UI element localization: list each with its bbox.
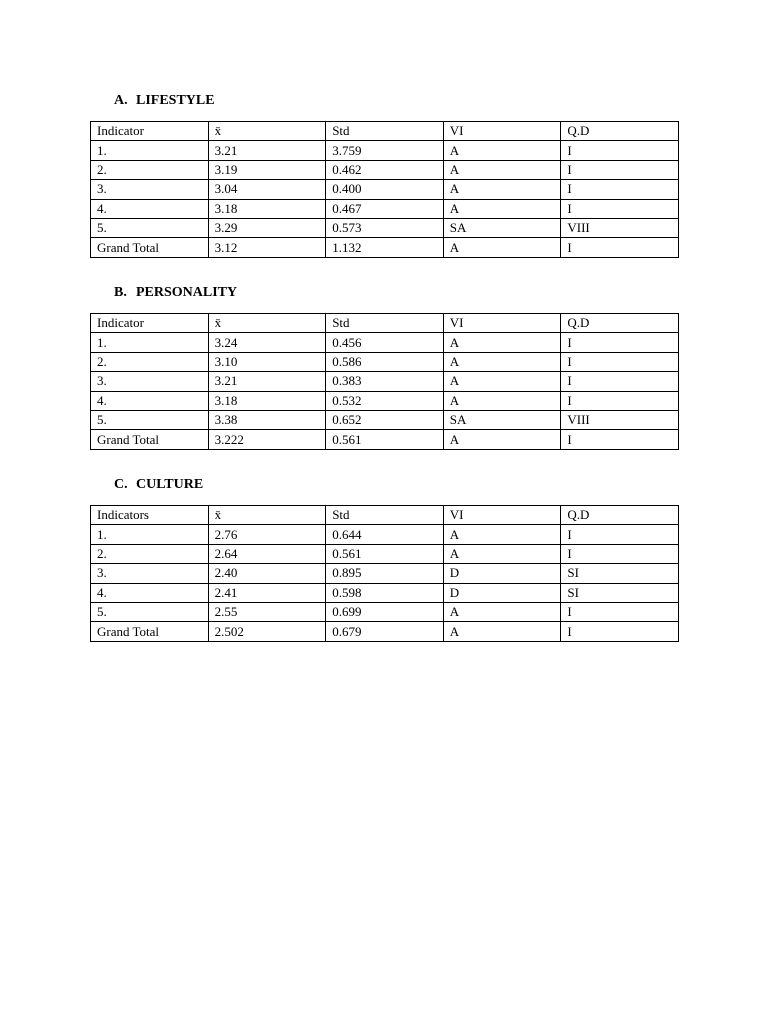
- table-row: [91, 583, 679, 602]
- table-cell: 3.10: [208, 352, 326, 371]
- table-cell: 3.24: [208, 333, 326, 352]
- table-cell: SI: [561, 564, 679, 583]
- section-title: [114, 93, 215, 109]
- table-cell: 3.19: [208, 160, 326, 179]
- table-cell: 1.132: [326, 238, 444, 257]
- table-cell: I: [561, 544, 679, 563]
- table-row: [91, 391, 679, 410]
- section-letter: B.: [114, 285, 127, 300]
- table-cell: 1.: [91, 525, 209, 544]
- table-row-grand-total: [91, 622, 679, 641]
- table-row: [91, 372, 679, 391]
- table-cell: SA: [443, 218, 561, 237]
- table-cell: 3.21: [208, 141, 326, 160]
- table-row: [91, 410, 679, 429]
- table-row: [91, 333, 679, 352]
- table-cell: 0.383: [326, 372, 444, 391]
- personality-table: [90, 313, 679, 450]
- header-cell: Q.D: [561, 314, 679, 333]
- table-cell: 3.: [91, 564, 209, 583]
- table-row: [91, 564, 679, 583]
- table-cell: 0.679: [326, 622, 444, 641]
- table-cell: 0.456: [326, 333, 444, 352]
- table-row: [91, 602, 679, 621]
- table-cell: 0.598: [326, 583, 444, 602]
- table-cell: 3.12: [208, 238, 326, 257]
- table-cell: I: [561, 141, 679, 160]
- table-cell: A: [443, 391, 561, 410]
- header-cell: Indicators: [91, 506, 209, 525]
- table-cell: 2.41: [208, 583, 326, 602]
- table-cell: 2.64: [208, 544, 326, 563]
- table-cell: 0.644: [326, 525, 444, 544]
- section-heading: CULTURE: [136, 477, 204, 492]
- table-cell: 3.: [91, 372, 209, 391]
- table-cell: 1.: [91, 141, 209, 160]
- table-cell: A: [443, 160, 561, 179]
- table-cell: 2.76: [208, 525, 326, 544]
- header-cell: Indicator: [91, 122, 209, 141]
- table-cell: 3.18: [208, 391, 326, 410]
- table-cell: 0.699: [326, 602, 444, 621]
- table-header-row: [91, 122, 679, 141]
- table-cell: 1.: [91, 333, 209, 352]
- table-cell: I: [561, 238, 679, 257]
- table-row: [91, 141, 679, 160]
- section-letter: C.: [114, 477, 128, 492]
- table-cell: 3.21: [208, 372, 326, 391]
- table-row: [91, 218, 679, 237]
- table-cell: 2.502: [208, 622, 326, 641]
- table-header-row: [91, 314, 679, 333]
- table-cell: 0.573: [326, 218, 444, 237]
- table-cell: 4.: [91, 199, 209, 218]
- table-cell: 3.38: [208, 410, 326, 429]
- table-cell: A: [443, 141, 561, 160]
- table-cell: A: [443, 544, 561, 563]
- header-cell: Q.D: [561, 122, 679, 141]
- table-cell: I: [561, 199, 679, 218]
- table-cell: I: [561, 372, 679, 391]
- table-cell: 3.18: [208, 199, 326, 218]
- table-cell: 2.55: [208, 602, 326, 621]
- table-cell: 0.400: [326, 180, 444, 199]
- header-cell: VI: [443, 314, 561, 333]
- table-row-grand-total: [91, 238, 679, 257]
- table-row: [91, 199, 679, 218]
- table-cell: 5.: [91, 602, 209, 621]
- table-cell: 5.: [91, 218, 209, 237]
- table-cell: A: [443, 430, 561, 449]
- table-cell: A: [443, 352, 561, 371]
- table-cell: D: [443, 564, 561, 583]
- table-cell: I: [561, 352, 679, 371]
- table-cell: A: [443, 333, 561, 352]
- header-cell: Std: [326, 506, 444, 525]
- table-cell: I: [561, 525, 679, 544]
- table-cell: 3.: [91, 180, 209, 199]
- table-cell: 3.29: [208, 218, 326, 237]
- table-row: [91, 544, 679, 563]
- table-cell: A: [443, 238, 561, 257]
- table-cell: 4.: [91, 391, 209, 410]
- table-cell: A: [443, 372, 561, 391]
- table-cell: 0.467: [326, 199, 444, 218]
- header-cell: VI: [443, 122, 561, 141]
- header-cell: x̄: [208, 122, 326, 141]
- table-cell: I: [561, 160, 679, 179]
- header-cell: Std: [326, 122, 444, 141]
- table-cell: A: [443, 622, 561, 641]
- table-cell: Grand Total: [91, 238, 209, 257]
- table-cell: 0.652: [326, 410, 444, 429]
- table-cell: VIII: [561, 218, 679, 237]
- culture-table: [90, 505, 679, 642]
- table-row: [91, 525, 679, 544]
- section-title: [114, 477, 203, 493]
- table-cell: 3.759: [326, 141, 444, 160]
- table-row: [91, 160, 679, 179]
- table-cell: SA: [443, 410, 561, 429]
- table-cell: 5.: [91, 410, 209, 429]
- table-cell: 0.532: [326, 391, 444, 410]
- table-row: [91, 352, 679, 371]
- table-cell: A: [443, 602, 561, 621]
- header-cell: Indicator: [91, 314, 209, 333]
- section-heading: LIFESTYLE: [136, 93, 215, 108]
- table-cell: I: [561, 602, 679, 621]
- table-cell: I: [561, 391, 679, 410]
- table-cell: Grand Total: [91, 430, 209, 449]
- table-header-row: [91, 506, 679, 525]
- table-cell: 3.222: [208, 430, 326, 449]
- table-cell: 2.: [91, 544, 209, 563]
- table-cell: I: [561, 430, 679, 449]
- table-cell: 2.: [91, 160, 209, 179]
- table-cell: SI: [561, 583, 679, 602]
- table-cell: 0.561: [326, 430, 444, 449]
- table-cell: 2.: [91, 352, 209, 371]
- table-cell: A: [443, 180, 561, 199]
- table-cell: I: [561, 622, 679, 641]
- table-cell: I: [561, 180, 679, 199]
- table-cell: A: [443, 199, 561, 218]
- table-cell: A: [443, 525, 561, 544]
- header-cell: x̄: [208, 506, 326, 525]
- table-cell: 4.: [91, 583, 209, 602]
- table-cell: 0.586: [326, 352, 444, 371]
- table-cell: 3.04: [208, 180, 326, 199]
- table-cell: 0.462: [326, 160, 444, 179]
- header-cell: Q.D: [561, 506, 679, 525]
- section-heading: PERSONALITY: [136, 285, 238, 300]
- table-cell: 0.561: [326, 544, 444, 563]
- section-title: [114, 285, 237, 301]
- header-cell: Std: [326, 314, 444, 333]
- table-cell: Grand Total: [91, 622, 209, 641]
- table-row-grand-total: [91, 430, 679, 449]
- table-cell: VIII: [561, 410, 679, 429]
- table-cell: 2.40: [208, 564, 326, 583]
- table-cell: 0.895: [326, 564, 444, 583]
- lifestyle-table: [90, 121, 679, 258]
- table-cell: I: [561, 333, 679, 352]
- table-cell: D: [443, 583, 561, 602]
- header-cell: VI: [443, 506, 561, 525]
- section-letter: A.: [114, 93, 128, 108]
- header-cell: x̄: [208, 314, 326, 333]
- table-row: [91, 180, 679, 199]
